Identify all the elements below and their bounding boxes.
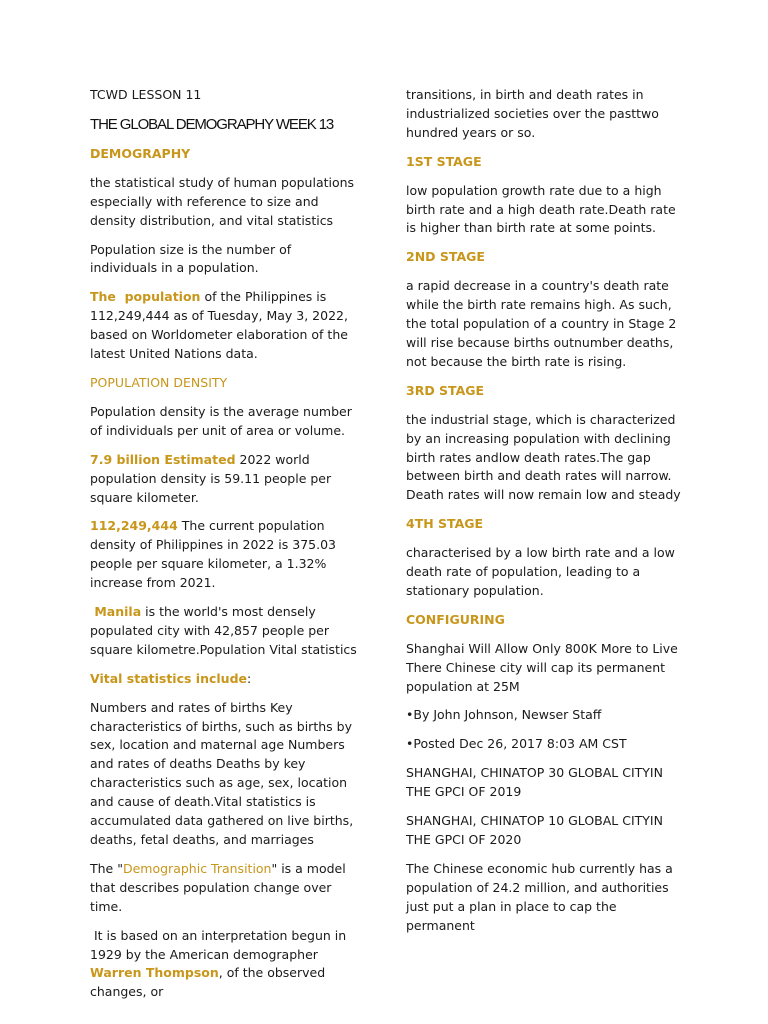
vital-statistics-text: Numbers and rates of births Key characteristics of births, such as births by sex, location and maternal age Numbers and rates of deaths Deaths by key characteristics such as age, sex, location and cause of death.Vital statistics is accumulated data gathered on live births, deaths, fetal deaths, and marriages — [90, 699, 354, 847]
right-column — [406, 86, 688, 946]
stage-3-text: the industrial stage, which is characterized by an increasing population with declining birth rates andlow death rates.The gap between birth and death rates will narrow. Death rates will now remain low and steady — [406, 411, 681, 503]
stage-1-text: low population growth rate due to a high birth rate and a high death rate.Death rate is higher than birth rate at some points. — [406, 182, 676, 236]
world-density-paragraph — [90, 451, 362, 508]
warren-thompson-link[interactable]: Warren Thompson — [90, 965, 219, 981]
configuring-heading: CONFIGURING — [406, 611, 505, 627]
density-definition: Population density is the average number of individuals per unit of area or volume. — [90, 403, 352, 438]
population-density-heading: POPULATION DENSITY — [90, 374, 228, 390]
vital-colon: : — [247, 670, 252, 686]
demography-definition: the statistical study of human populations especially with reference to size and density distribution, and vital statistics — [90, 174, 355, 228]
economic-hub-paragraph: The Chinese economic hub currently has a population of 24.2 million, and authorities just put a plan in place to cap the permanent — [406, 860, 673, 933]
continued-paragraph: transitions, in birth and death rates in industrialized societies over the pasttwo hundred years or so. — [406, 87, 659, 140]
philippines-population-text: of the Philippines is 112,249,444 as of Tuesday, May 3, 2022, based on Worldometer elaboration of the latest United Nations data. — [90, 289, 348, 362]
dt-prefix: The " — [90, 860, 123, 876]
interp-prefix: It is based on an interpretation begun in 1929 by the American demographer — [90, 927, 351, 962]
vital-statistics-heading — [90, 670, 362, 689]
world-estimate-link[interactable]: 7.9 billion Estimated — [90, 451, 236, 467]
stage-4-heading: 4TH STAGE — [406, 516, 484, 532]
news-posted: •Posted Dec 26, 2017 8:03 AM CST — [406, 736, 627, 752]
stage-3-heading: 3RD STAGE — [406, 382, 485, 398]
interpretation-paragraph — [90, 927, 362, 1003]
lesson-label: TCWD LESSON 11 — [90, 87, 202, 102]
dt-suffix: " is a model that describes population change over time. — [90, 860, 346, 914]
page-title: THE GLOBAL DEMOGRAPHY WEEK 13 — [90, 115, 334, 133]
manila-link[interactable]: Manila — [90, 604, 142, 620]
gpci-2020: SHANGHAI, CHINATOP 10 GLOBAL CITYIN THE GPCI OF 2020 — [406, 813, 663, 847]
world-density-text: 2022 world population density is 59.11 people per square kilometer. — [90, 451, 332, 505]
philippines-density-paragraph — [90, 517, 362, 593]
philippines-population-paragraph — [90, 288, 362, 364]
ph-density-text: The current population density of Philippines in 2022 is 375.03 people per square kilometer, a 1.32% increase from 2021. — [90, 518, 336, 591]
ph-number-link[interactable]: 112,249,444 — [90, 518, 178, 534]
news-title: Shanghai Will Allow Only 800K More to Live There Chinese city will cap its permanent population at 25M — [406, 640, 678, 694]
stage-2-text: a rapid decrease in a country's death rate while the birth rate remains high. As such, the total population of a country in Stage 2 will rise because births outnumber deaths, not because the birth rate is rising. — [406, 278, 677, 369]
population-link[interactable]: The population — [90, 289, 201, 305]
manila-paragraph — [90, 603, 362, 660]
interp-suffix: , of the observed changes, or — [90, 965, 326, 1000]
vital-statistics-link[interactable]: Vital statistics include — [90, 670, 248, 686]
stage-1-heading: 1ST STAGE — [406, 153, 482, 169]
manila-text: is the world's most densely populated city with 42,857 people per square kilometre.Population Vital statistics — [90, 604, 357, 657]
stage-4-text: characterised by a low birth rate and a low death rate of population, leading to a stationary population. — [406, 545, 675, 598]
news-byline: •By John Johnson, Newser Staff — [406, 707, 602, 723]
gpci-2019: SHANGHAI, CHINATOP 30 GLOBAL CITYIN THE GPCI OF 2019 — [406, 765, 663, 800]
left-column — [90, 86, 362, 1012]
demography-heading: DEMOGRAPHY — [90, 145, 191, 161]
population-size-paragraph: Population size is the number of individuals in a population. — [90, 241, 292, 276]
demographic-transition-link[interactable]: Demographic Transition — [122, 860, 272, 876]
stage-2-heading: 2ND STAGE — [406, 249, 485, 265]
demographic-transition-paragraph — [90, 860, 362, 917]
